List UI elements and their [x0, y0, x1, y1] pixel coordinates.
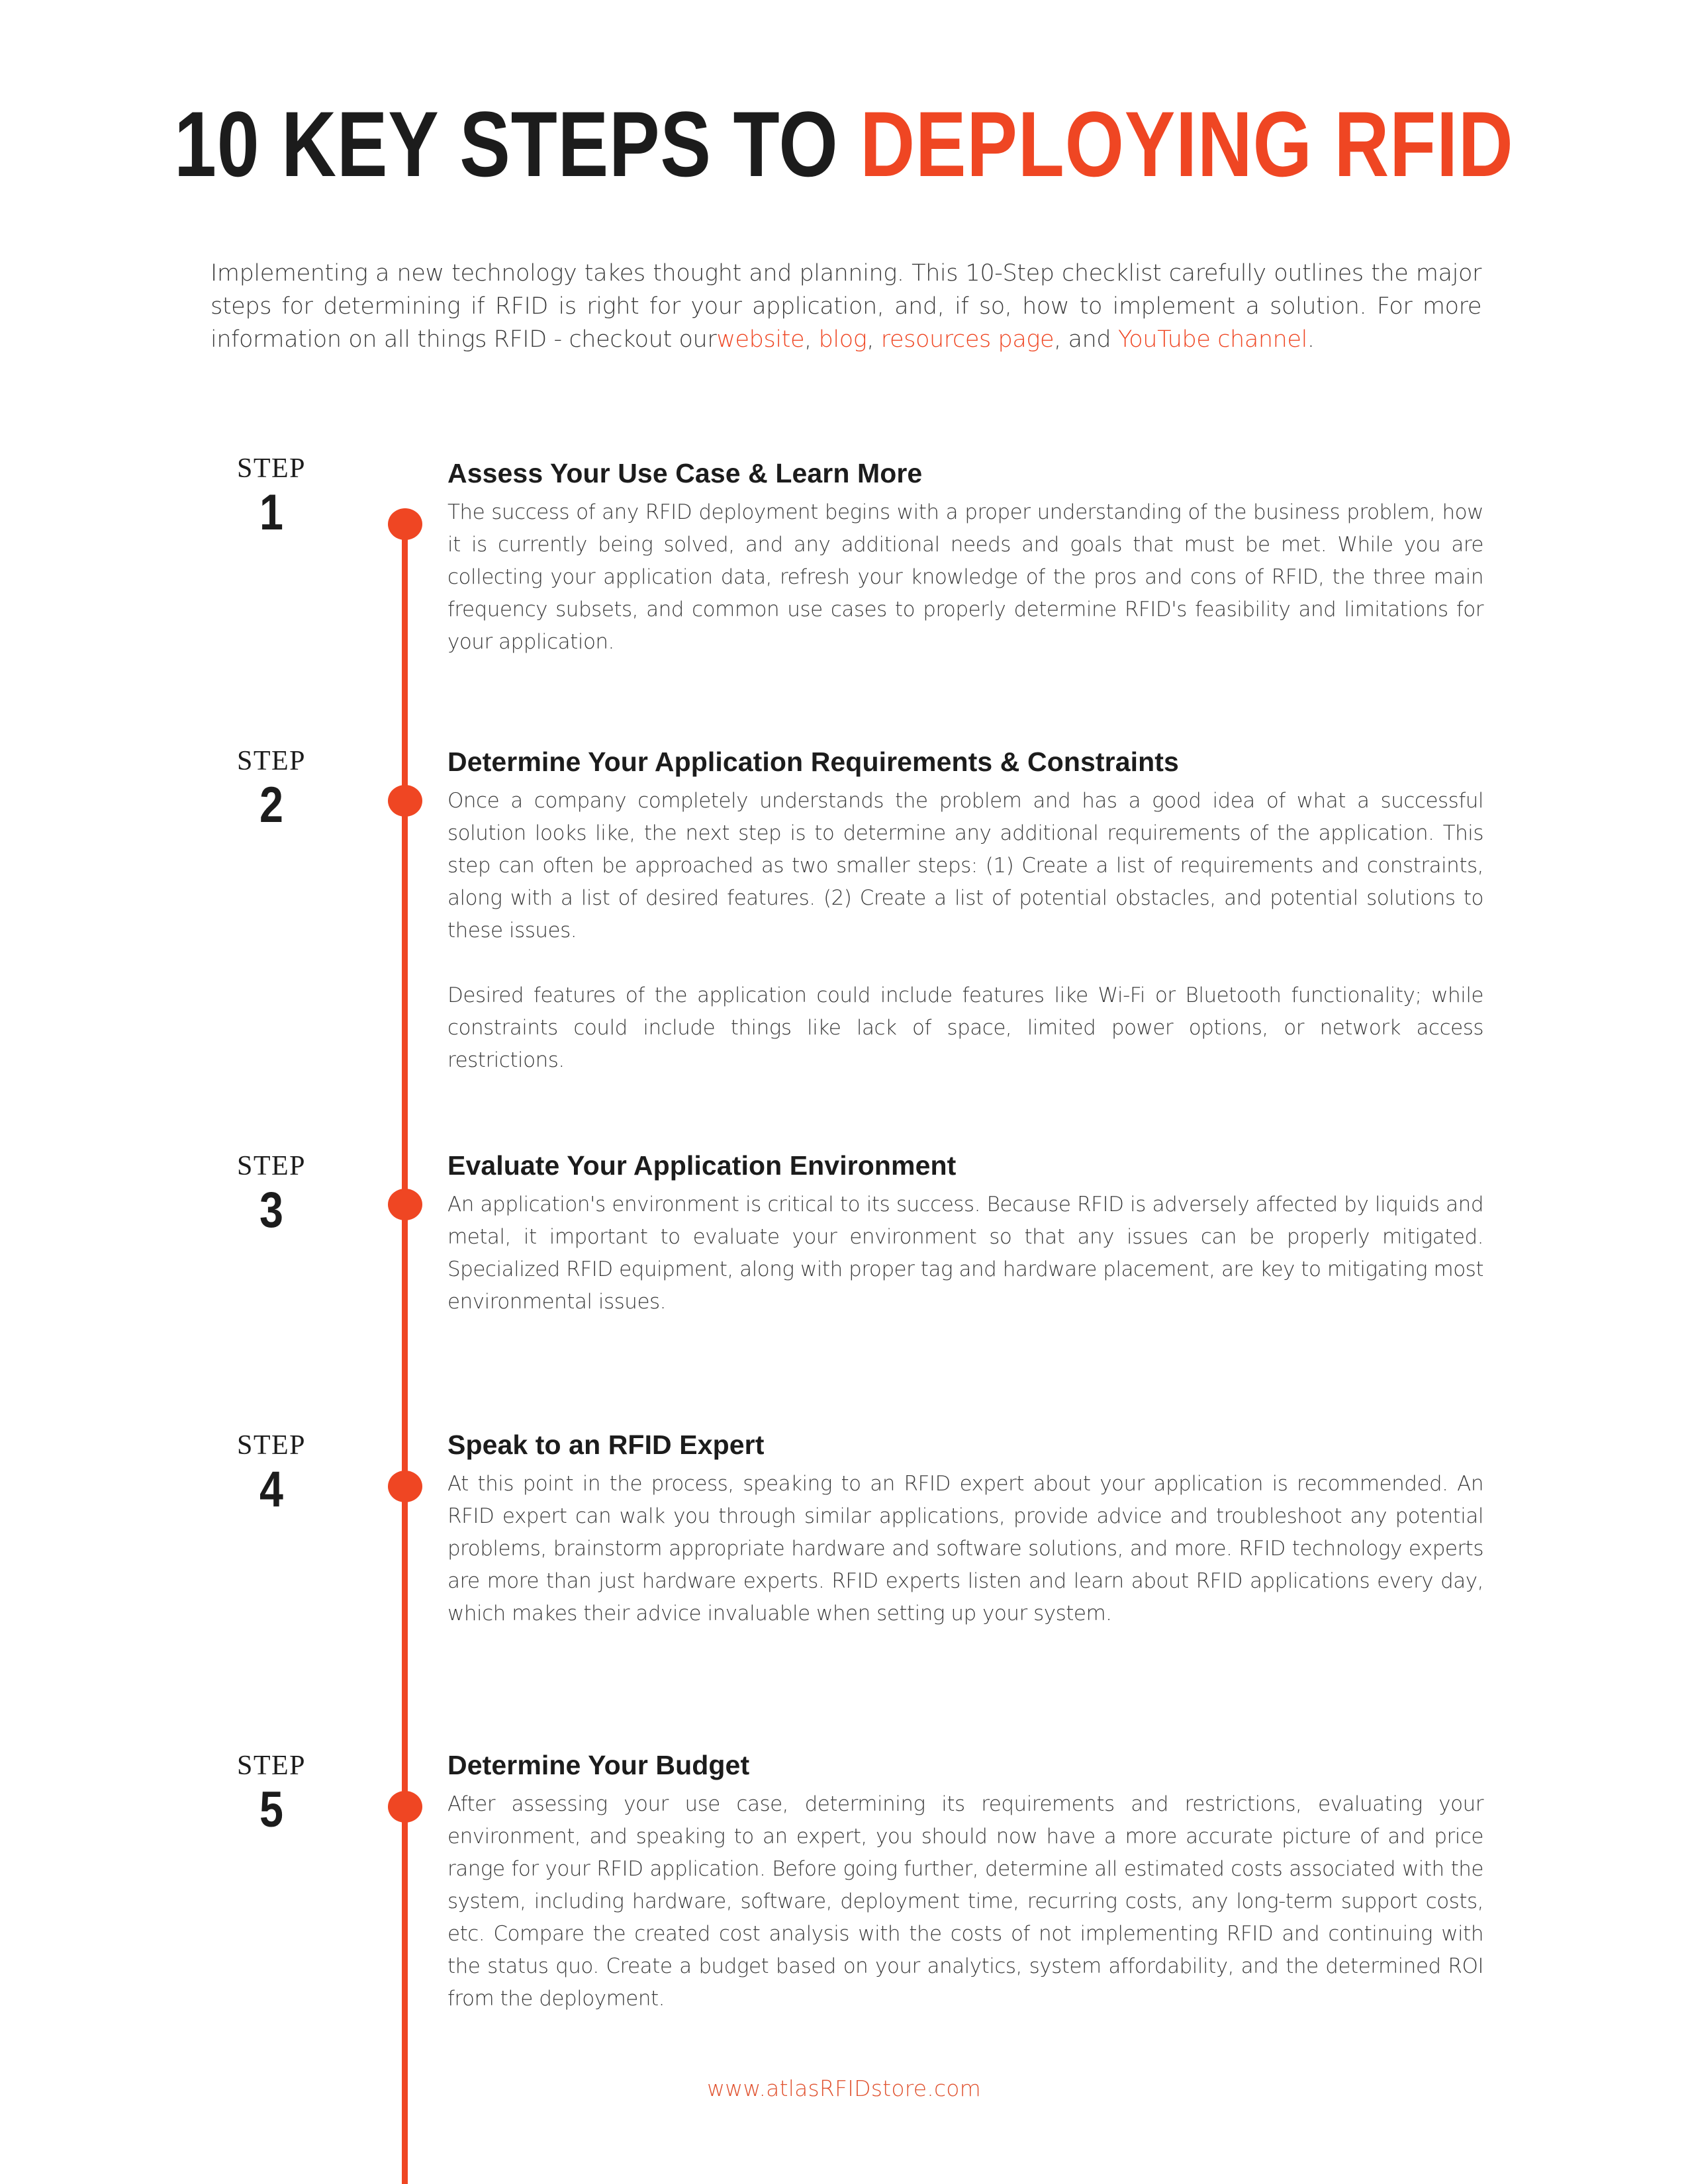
link-youtube-channel[interactable]: YouTube channel: [1117, 326, 1307, 353]
page-title: [0, 92, 1688, 196]
step-1-timeline-dot: [388, 508, 422, 540]
step-4-paragraph-1: At this point in the process, speaking to an RFID expert about your application is recommended. An RFID expert can walk you through similar applications, provide advice and troubleshoot any potential problems, brainstorm appropriate hardware and software solutions, and more. RFID technology experts are more than just hardware experts. RFID experts listen and learn about RFID applications every day, which makes their advice invaluable when setting up your system.: [447, 1472, 1483, 1625]
intro-sep-3: , and: [1054, 326, 1118, 353]
step-1-heading: Assess Your Use Case & Learn More: [447, 458, 923, 488]
step-3-number: 3: [259, 1182, 283, 1238]
step-3-label: [199, 1152, 344, 1238]
footer-url[interactable]: [0, 2075, 1688, 2101]
link-website[interactable]: website: [716, 326, 805, 353]
intro-sep-1: ,: [804, 326, 819, 353]
step-2-body: [447, 747, 1483, 1077]
page-title-black: 10 KEY STEPS TO: [174, 92, 861, 196]
step-1-body: [447, 458, 1483, 659]
step-4-heading: Speak to an RFID Expert: [447, 1430, 765, 1460]
step-3-heading: Evaluate Your Application Environment: [447, 1150, 957, 1181]
footer-url-text: www.atlasRFIDstore.com: [706, 2075, 982, 2101]
step-3-timeline-dot: [388, 1189, 422, 1220]
step-1-word: STEP: [236, 453, 306, 484]
step-5-label: [199, 1751, 344, 1837]
step-5-heading: Determine Your Budget: [447, 1750, 750, 1780]
intro-sep-4: .: [1307, 326, 1315, 353]
step-4-word: STEP: [236, 1430, 306, 1461]
step-1-paragraph-1: The success of any RFID deployment begins with a proper understanding of the business problem, how it is currently being solved, and any additional needs and goals that must be met. While you are collecting your application data, refresh your knowledge of the pros and cons of RFID, the three main frequency subsets, and common use cases to properly determine RFID's feasibility and limitations for your application.: [447, 500, 1483, 654]
step-4-timeline-dot: [388, 1471, 422, 1502]
intro-sep-2: ,: [867, 326, 881, 353]
step-5-number: 5: [259, 1782, 283, 1838]
link-resources-page[interactable]: resources page: [880, 326, 1055, 353]
step-4-label: [199, 1431, 344, 1517]
step-5-body: [447, 1750, 1483, 2015]
step-2-heading: Determine Your Application Requirements & Constraints: [447, 747, 1179, 777]
step-2-word: STEP: [236, 746, 306, 776]
step-4-number: 4: [259, 1461, 283, 1518]
step-3-word: STEP: [236, 1151, 306, 1181]
step-2-label: [199, 747, 344, 833]
step-3-paragraph-1: An application's environment is critical to its success. Because RFID is adversely affected by liquids and metal, it important to evaluate your environment so that any issues can be properly mitigated. Specialized RFID equipment, along with proper tag and hardware placement, are key to mitigating most environmental issues.: [447, 1193, 1483, 1314]
step-4-body: [447, 1430, 1483, 1630]
step-1-number: 1: [259, 484, 283, 541]
timeline-vertical-line: [402, 523, 408, 2184]
step-5-paragraph-1: After assessing your use case, determining its requirements and restrictions, evaluating your environment, and speaking to an expert, you should now have a more accurate picture of and price range for your RFID application. Before going further, determine all estimated costs associated with the system, including hardware, software, deployment time, recurring costs, any long-term support costs, etc. Compare the created cost analysis with the costs of not implementing RFID and continuing with the status quo. Create a budget based on your analytics, system affordability, and the determined ROI from the deployment.: [447, 1792, 1483, 2011]
step-1-label: [199, 454, 344, 540]
intro-text: Implementing a new technology takes thought and planning. This 10-Step checklist carefully outlines the major steps for determining if RFID is right for your application, and, if so, how to implement a solution. For more information on all things RFID - checkout our: [211, 260, 1481, 353]
page-title-accent: DEPLOYING RFID: [860, 92, 1514, 196]
step-2-paragraph-2: Desired features of the application could include features like Wi-Fi or Bluetooth functionality; while constraints could include things like lack of space, limited power options, or network access restrictions.: [447, 983, 1483, 1072]
intro-paragraph: [211, 257, 1481, 356]
link-blog[interactable]: blog: [818, 326, 867, 353]
step-5-word: STEP: [236, 1751, 306, 1781]
step-2-paragraph-1: Once a company completely understands the problem and has a good idea of what a successful solution looks like, the next step is to determine any additional requirements of the application. This step can often be approached as two smaller steps: (1) Create a list of requirements and constraints, along with a list of desired features. (2) Create a list of potential obstacles, and potential solutions to these issues.: [447, 789, 1483, 942]
step-3-body: [447, 1150, 1483, 1318]
step-2-number: 2: [259, 777, 283, 833]
step-5-timeline-dot: [388, 1791, 422, 1823]
step-2-timeline-dot: [388, 785, 422, 817]
